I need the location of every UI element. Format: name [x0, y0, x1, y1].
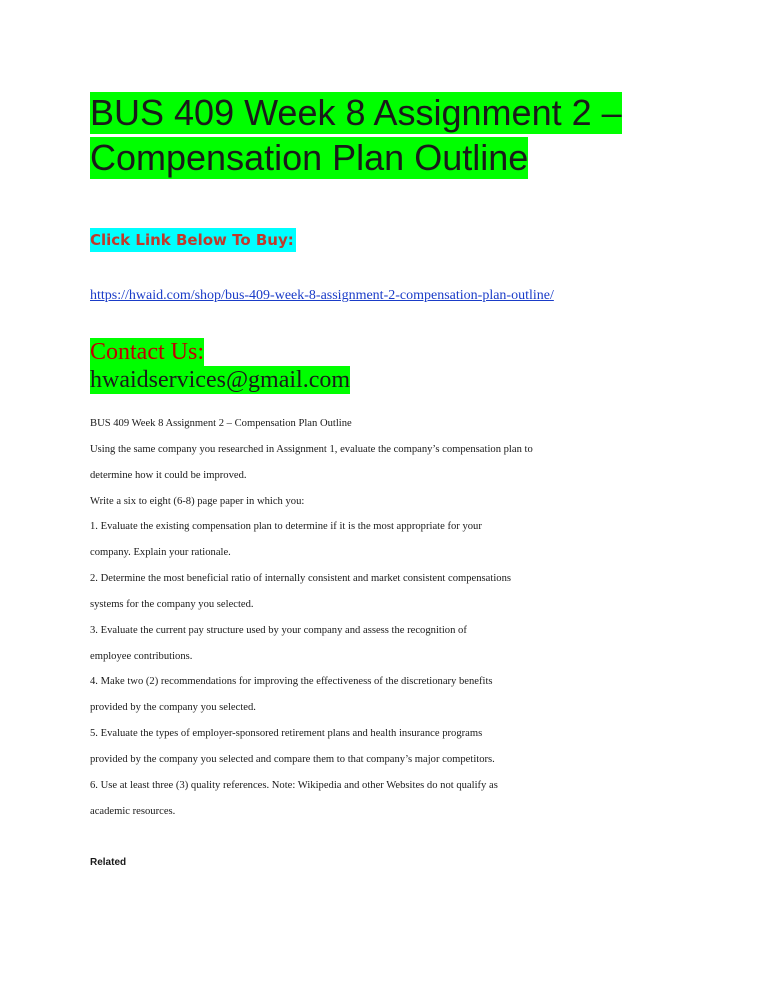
body-line: 1. Evaluate the existing compensation plan to determine if it is the most appropriate for your — [90, 521, 482, 533]
body-line: determine how it could be improved. — [90, 469, 247, 481]
body-line: 6. Use at least three (3) quality references. Note: Wikipedia and other Websites do not qualify as — [90, 779, 498, 791]
assignment-body — [90, 411, 690, 825]
body-line: Using the same company you researched in Assignment 1, evaluate the company’s compensation plan to — [90, 443, 533, 455]
body-line: 3. Evaluate the current pay structure used by your company and assess the recognition of — [90, 624, 467, 636]
body-line: employee contributions. — [90, 650, 193, 662]
buy-label: Click Link Below To Buy: — [90, 228, 296, 252]
product-link[interactable]: https://hwaid.com/shop/bus-409-week-8-assignment-2-compensation-plan-outline/ — [90, 288, 554, 303]
body-line: provided by the company you selected and compare them to that company’s major competitors. — [90, 753, 495, 765]
contact-label: Contact Us: — [90, 339, 204, 365]
body-line: academic resources. — [90, 805, 176, 817]
contact-email[interactable]: hwaidservices@gmail.com — [90, 367, 351, 393]
body-line: 5. Evaluate the types of employer-sponsored retirement plans and health insurance programs — [90, 728, 483, 740]
body-line: company. Explain your rationale. — [90, 547, 231, 559]
body-line: 2. Determine the most beneficial ratio of internally consistent and market consistent compensations — [90, 573, 511, 585]
document-title — [90, 90, 690, 180]
body-line: provided by the company you selected. — [90, 702, 256, 714]
title-line-1: BUS 409 Week 8 Assignment 2 – — [90, 92, 622, 133]
body-line: BUS 409 Week 8 Assignment 2 – Compensation Plan Outline — [90, 418, 352, 429]
body-line: 4. Make two (2) recommendations for improving the effectiveness of the discretionary benefits — [90, 676, 493, 688]
contact-block — [90, 338, 350, 394]
title-line-2: Compensation Plan Outline — [90, 137, 529, 178]
body-line: systems for the company you selected. — [90, 598, 254, 610]
body-line: Write a six to eight (6-8) page paper in which you: — [90, 495, 305, 507]
related-heading: Related — [90, 857, 127, 868]
